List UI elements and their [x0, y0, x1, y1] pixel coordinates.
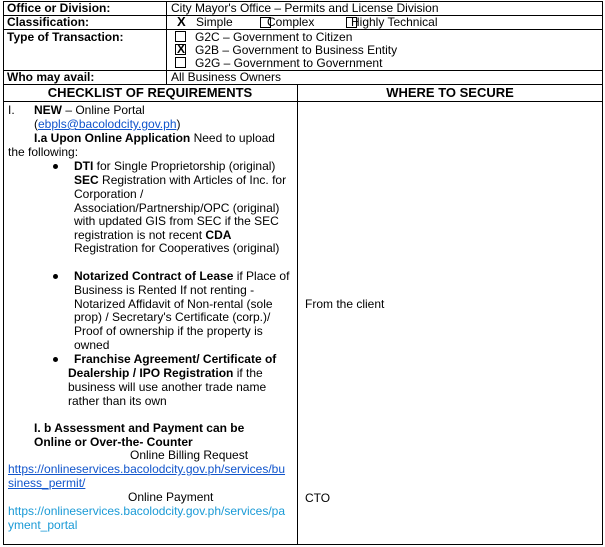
b2-line6: owned	[74, 338, 110, 352]
section-ia-heading	[34, 131, 275, 145]
b2-line3: Notarized Affidavit of Non-rental (sole	[74, 297, 273, 311]
table-border-right	[602, 1, 603, 545]
where-from-client: From the client	[305, 297, 385, 311]
billing-url-line1[interactable]: https://onlineservices.bacolodcity.gov.ph/services/bu	[8, 462, 286, 476]
row-divider	[3, 101, 603, 102]
b3-line1: Franchise Agreement/ Certificate of	[74, 352, 277, 366]
table-border-left	[3, 1, 4, 545]
checkbox-g2g[interactable]	[175, 57, 186, 68]
cda-label: CDA	[205, 228, 232, 242]
new-rest: – Online Portal	[62, 103, 145, 117]
bullet-icon	[53, 164, 58, 169]
new-online-portal	[34, 103, 145, 117]
table-border-bottom	[3, 544, 603, 545]
checkbox-highly-technical-outline	[346, 17, 357, 28]
b1-line6	[74, 228, 231, 242]
transaction-label: Type of Transaction:	[7, 30, 124, 44]
billing-url-line2[interactable]: siness_permit/	[8, 476, 86, 490]
b3-line4: rather than its own	[68, 394, 167, 408]
b1-line3: Corporation /	[74, 187, 144, 201]
email-line	[34, 117, 181, 131]
ia-line2: the following:	[8, 145, 79, 159]
b1-line5: with updated GIS from SEC if the SEC	[74, 214, 279, 228]
b2-line5: Proof of ownership if the property is	[74, 324, 263, 338]
b1-line1	[74, 159, 275, 173]
checklist-header: CHECKLIST OF REQUIREMENTS	[47, 85, 253, 100]
b1-line4: Association/Partnership/OPC (original)	[74, 201, 280, 215]
payment-title: Online Payment	[128, 490, 214, 504]
b1-line6-rest: registration is not recent	[74, 228, 206, 242]
where-cto: CTO	[305, 491, 331, 505]
checkbox-simple[interactable]	[176, 16, 189, 28]
roman-numeral: I.	[8, 103, 15, 117]
checkbox-complex-outline	[260, 17, 271, 28]
where-to-secure-header: WHERE TO SECURE	[386, 85, 514, 100]
b2-line1-rest: if Place of	[233, 269, 290, 283]
column-divider	[297, 84, 298, 545]
b2-line1	[74, 269, 289, 283]
paren-close: )	[176, 117, 181, 131]
b1-line2	[74, 173, 286, 187]
section-ib-line1: I. b Assessment and Payment can be	[34, 421, 245, 435]
dealership-label: Dealership / IPO Registration	[68, 366, 234, 380]
lease-label: Notarized Contract of Lease	[74, 269, 234, 283]
ia-rest: Need to upload	[190, 131, 275, 145]
checkbox-g2c[interactable]	[175, 31, 186, 42]
b3-line3: business will use another trade name	[68, 380, 267, 394]
new-label: NEW	[34, 103, 62, 117]
option-highly-technical: Highly Technical	[351, 15, 438, 29]
who-label: Who may avail:	[7, 70, 95, 84]
bullet-icon	[53, 357, 58, 362]
ia-bold: I.a Upon Online Application	[34, 131, 191, 145]
option-simple: Simple	[196, 15, 233, 29]
checkbox-mark: X	[177, 14, 186, 29]
b1-line2-rest: Registration with Articles of Inc. for	[98, 173, 287, 187]
b1-line7: Registration for Cooperatives (original)	[74, 241, 280, 255]
option-g2g: G2G – Government to Government	[195, 56, 383, 70]
email-link[interactable]: ebpls@bacolodcity.gov.ph	[38, 117, 177, 131]
paren-open: (	[34, 117, 38, 131]
checkbox-mark: X	[177, 42, 186, 56]
b1-line1-rest: for Single Proprietorship (original)	[93, 159, 276, 173]
billing-title: Online Billing Request	[130, 448, 249, 462]
option-complex: Complex	[267, 15, 315, 29]
section-ib-line2: Online or Over-the- Counter	[34, 435, 193, 449]
bullet-icon	[53, 274, 58, 279]
checkbox-g2b[interactable]	[175, 44, 186, 55]
b3-line2	[68, 366, 263, 380]
b2-line4: prop) / Secretary's Certificate (corp.)/	[74, 310, 271, 324]
payment-url-line2[interactable]: yment_portal	[8, 518, 78, 532]
classification-label: Classification:	[7, 15, 90, 29]
office-label: Office or Division:	[7, 1, 111, 15]
office-value: City Mayor's Office – Permits and License Division	[171, 1, 439, 15]
column-divider	[166, 1, 167, 85]
who-value: All Business Owners	[171, 70, 282, 84]
payment-url-line1[interactable]: https://onlineservices.bacolodcity.gov.ph/services/pa	[8, 504, 286, 518]
b3-line2-rest: if the	[233, 366, 263, 380]
sec-label: SEC	[74, 173, 99, 187]
option-g2b: G2B – Government to Business Entity	[195, 43, 398, 57]
dti-label: DTI	[74, 159, 94, 173]
b2-line2: Business is Rented If not renting -	[74, 283, 255, 297]
option-g2c: G2C – Government to Citizen	[195, 30, 353, 44]
